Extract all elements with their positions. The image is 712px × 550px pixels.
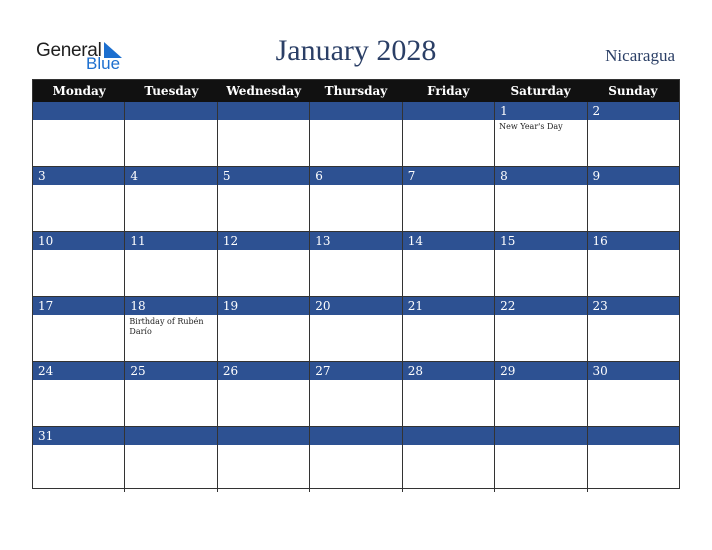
day-number: 15 — [500, 234, 516, 248]
day-number: 3 — [38, 169, 46, 183]
day-cell-12 — [218, 232, 310, 297]
day-cell-20 — [310, 297, 402, 362]
weekday-header-thursday: Thursday — [324, 84, 388, 98]
day-number-bar — [495, 427, 586, 446]
day-number-bar — [403, 102, 494, 121]
day-cell-empty — [310, 102, 402, 167]
day-number-bar — [125, 232, 216, 251]
logo-blue-text: Blue — [86, 54, 121, 73]
day-cell-25 — [125, 362, 217, 427]
day-number: 30 — [592, 364, 608, 378]
day-number: 24 — [38, 364, 54, 378]
week-divider — [33, 166, 679, 167]
day-number-bar — [495, 102, 586, 121]
week-row — [33, 102, 679, 167]
day-number-bar — [33, 167, 124, 186]
day-number-bar — [310, 232, 401, 251]
day-number-bar — [588, 297, 679, 316]
weekday-header-friday: Friday — [427, 84, 470, 98]
day-cell-9 — [588, 167, 679, 232]
day-number-bar — [33, 427, 124, 446]
week-row — [33, 362, 679, 427]
day-number: 9 — [592, 169, 601, 183]
day-cell-11 — [125, 232, 217, 297]
day-number-bar — [495, 362, 586, 381]
day-number-bar — [588, 232, 679, 251]
weekday-header-saturday: Saturday — [510, 84, 571, 98]
day-number-bar — [588, 427, 679, 446]
day-number-bar — [33, 102, 124, 121]
week-row — [33, 167, 679, 232]
day-cell-6 — [310, 167, 402, 232]
day-number: 7 — [407, 169, 416, 183]
day-number-bar — [218, 297, 309, 316]
day-number-bar — [495, 232, 586, 251]
day-number-bar — [495, 167, 586, 186]
day-cell-24 — [33, 362, 125, 427]
day-number: 17 — [38, 299, 54, 313]
day-number: 19 — [222, 299, 239, 313]
day-number-bar — [33, 362, 124, 381]
day-cell-16 — [588, 232, 679, 297]
day-cell-empty — [33, 102, 125, 167]
day-cell-17 — [33, 297, 125, 362]
day-cell-empty — [310, 427, 402, 492]
country-label: Nicaragua — [605, 46, 675, 65]
calendar-grid — [32, 79, 680, 489]
day-cell-empty — [125, 427, 217, 492]
day-cell-14 — [403, 232, 495, 297]
day-number-bar — [33, 232, 124, 251]
week-divider — [33, 231, 679, 232]
day-number: 25 — [130, 364, 146, 378]
day-cell-5 — [218, 167, 310, 232]
day-number-bar — [310, 297, 401, 316]
day-number-bar — [403, 427, 494, 446]
week-row — [33, 297, 679, 362]
day-cell-13 — [310, 232, 402, 297]
day-number: 26 — [222, 364, 239, 378]
week-divider — [33, 426, 679, 427]
day-cell-empty — [125, 102, 217, 167]
day-number: 29 — [500, 364, 516, 378]
day-number: 12 — [222, 234, 239, 248]
day-number-bar — [403, 232, 494, 251]
day-number-bar — [588, 167, 679, 186]
day-cell-empty — [218, 427, 310, 492]
day-number: 1 — [500, 104, 508, 118]
day-cell-15 — [495, 232, 587, 297]
logo-general-text: General — [36, 40, 102, 61]
day-cell-empty — [403, 102, 495, 167]
day-number: 18 — [130, 299, 146, 313]
day-cell-21 — [403, 297, 495, 362]
day-cell-29 — [495, 362, 587, 427]
day-cell-26 — [218, 362, 310, 427]
day-number: 31 — [38, 429, 54, 443]
day-number: 16 — [592, 234, 608, 248]
day-number: 2 — [592, 104, 601, 118]
day-number: 21 — [407, 299, 423, 313]
day-number-bar — [403, 297, 494, 316]
day-cell-27 — [310, 362, 402, 427]
holiday-label: Birthday of Rubén Darío — [129, 317, 204, 336]
day-number: 27 — [315, 364, 331, 378]
day-number: 20 — [315, 299, 331, 313]
day-number: 8 — [500, 169, 508, 183]
day-cell-2 — [588, 102, 679, 167]
day-cell-19 — [218, 297, 310, 362]
day-number-bar — [310, 427, 401, 446]
day-number: 5 — [222, 169, 231, 183]
day-cell-30 — [588, 362, 679, 427]
day-number: 14 — [407, 234, 423, 248]
holiday-label: New Year's Day — [499, 122, 563, 131]
day-number-bar — [218, 167, 309, 186]
day-cell-18 — [125, 297, 217, 362]
week-divider — [33, 361, 679, 362]
day-number-bar — [218, 232, 309, 251]
week-row — [33, 232, 679, 297]
day-cell-28 — [403, 362, 495, 427]
day-number: 11 — [130, 234, 146, 248]
page-title: January 2028 — [275, 34, 437, 67]
weekday-header-row — [33, 80, 679, 102]
day-cell-10 — [33, 232, 125, 297]
day-number-bar — [218, 102, 309, 121]
day-cell-23 — [588, 297, 679, 362]
day-number: 13 — [315, 234, 331, 248]
day-cell-empty — [403, 427, 495, 492]
day-number-bar — [403, 167, 494, 186]
day-number-bar — [310, 362, 401, 381]
day-number: 23 — [592, 299, 608, 313]
week-divider — [33, 296, 679, 297]
day-number-bar — [403, 362, 494, 381]
day-cell-1 — [495, 102, 587, 167]
week-row — [33, 427, 679, 492]
day-cell-empty — [218, 102, 310, 167]
day-number-bar — [33, 297, 124, 316]
day-number: 6 — [315, 169, 323, 183]
day-number-bar — [495, 297, 586, 316]
weekday-header-sunday: Sunday — [608, 84, 658, 98]
weekday-header-tuesday: Tuesday — [144, 84, 199, 98]
day-number-bar — [125, 427, 216, 446]
day-number-bar — [125, 102, 216, 121]
day-number: 22 — [500, 299, 516, 313]
day-number-bar — [125, 167, 216, 186]
day-number-bar — [310, 102, 401, 121]
day-number-bar — [218, 362, 309, 381]
day-cell-31 — [33, 427, 125, 492]
weekday-header-wednesday: Wednesday — [226, 84, 302, 98]
day-number: 28 — [407, 364, 423, 378]
day-cell-22 — [495, 297, 587, 362]
day-number-bar — [588, 102, 679, 121]
day-cell-8 — [495, 167, 587, 232]
day-number: 10 — [38, 234, 54, 248]
day-cell-empty — [495, 427, 587, 492]
day-number-bar — [588, 362, 679, 381]
day-number-bar — [310, 167, 401, 186]
day-number: 4 — [130, 169, 139, 183]
day-cell-7 — [403, 167, 495, 232]
day-cell-3 — [33, 167, 125, 232]
day-number-bar — [125, 362, 216, 381]
day-cell-4 — [125, 167, 217, 232]
day-number-bar — [218, 427, 309, 446]
day-cell-empty — [588, 427, 679, 492]
day-number-bar — [125, 297, 216, 316]
weekday-header-monday: Monday — [52, 84, 106, 98]
